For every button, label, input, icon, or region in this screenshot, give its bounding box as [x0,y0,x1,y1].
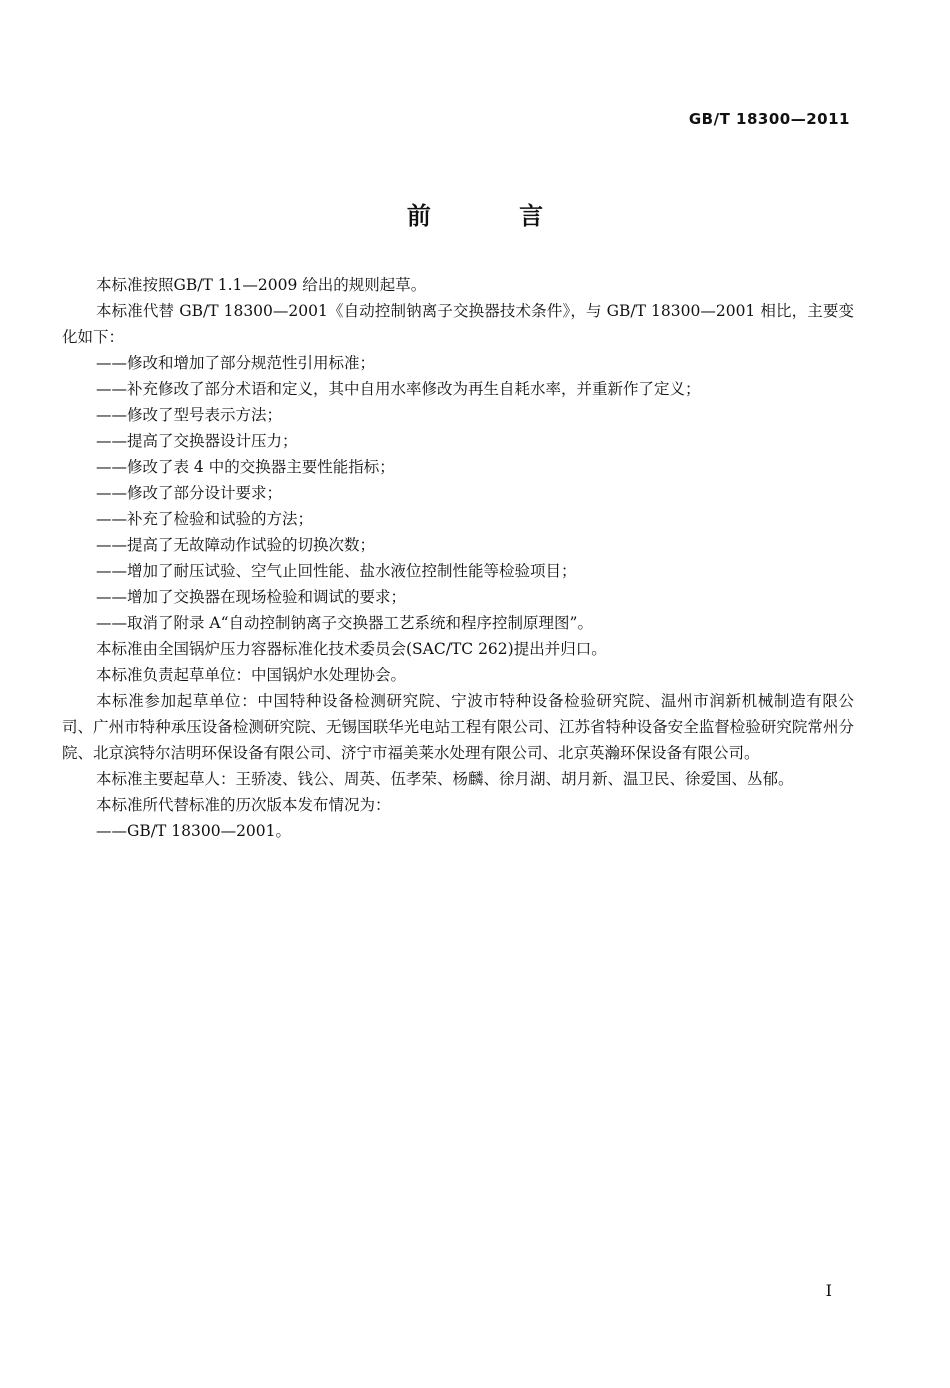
change-item: ——补充了检验和试验的方法； [96,510,314,528]
paragraph-drafting-rule: 本标准按照GB/T 1.1—2009 给出的规则起草。 [96,276,427,294]
change-item: ——补充修改了部分术语和定义，其中自用水率修改为再生自耗水率，并重新作了定义； [96,380,701,398]
standard-code: GB/T 18300—2011 [688,110,850,128]
change-item: ——增加了交换器在现场检验和调试的要求； [96,588,407,606]
change-item: ——取消了附录 A“自动控制钠离子交换器工艺系统和程序控制原理图”。 [96,614,593,632]
paragraph-proposer: 本标准由全国锅炉压力容器标准化技术委员会(SAC/TC 262)提出并归口。 [96,640,607,658]
change-item: ——提高了交换器设计压力； [96,432,298,450]
change-item: ——增加了耐压试验、空气止回性能、盐水液位控制性能等检验项目； [96,562,577,580]
paragraph-replacement: 本标准代替 GB/T 18300—2001《自动控制钠离子交换器技术条件》，与 GB/T 18300—2001 相比，主要变化如下： [62,302,854,346]
change-item: ——提高了无故障动作试验的切换次数； [96,536,376,554]
page-title: 前 言 [406,202,584,230]
version-history-item: ——GB/T 18300—2001。 [96,822,292,840]
change-item: ——修改了表 4 中的交换器主要性能指标； [96,458,395,476]
paragraph-version-history: 本标准所代替标准的历次版本发布情况为： [96,796,391,814]
document-body [62,272,854,844]
change-item: ——修改和增加了部分规范性引用标准； [96,354,376,372]
paragraph-participating-drafters: 本标准参加起草单位：中国特种设备检测研究院、宁波市特种设备检验研究院、温州市润新机械制造有限公司、广州市特种承压设备检测研究院、无锡国联华光电站工程有限公司、江苏省特种设备安全监督检验研究院常州分院、北京滨特尔洁明环保设备有限公司、济宁市福美莱水处理有限公司、北京英瀚环保设备有限公司。 [62,692,854,762]
change-item: ——修改了型号表示方法； [96,406,283,424]
page-number: I [825,1281,832,1300]
paragraph-responsible-drafter: 本标准负责起草单位：中国锅炉水处理协会。 [96,666,407,684]
change-item: ——修改了部分设计要求； [96,484,283,502]
paragraph-main-drafters: 本标准主要起草人：王骄凌、钱公、周英、伍孝荣、杨麟、徐月湖、胡月新、温卫民、徐爱国、丛郁。 [96,770,794,788]
